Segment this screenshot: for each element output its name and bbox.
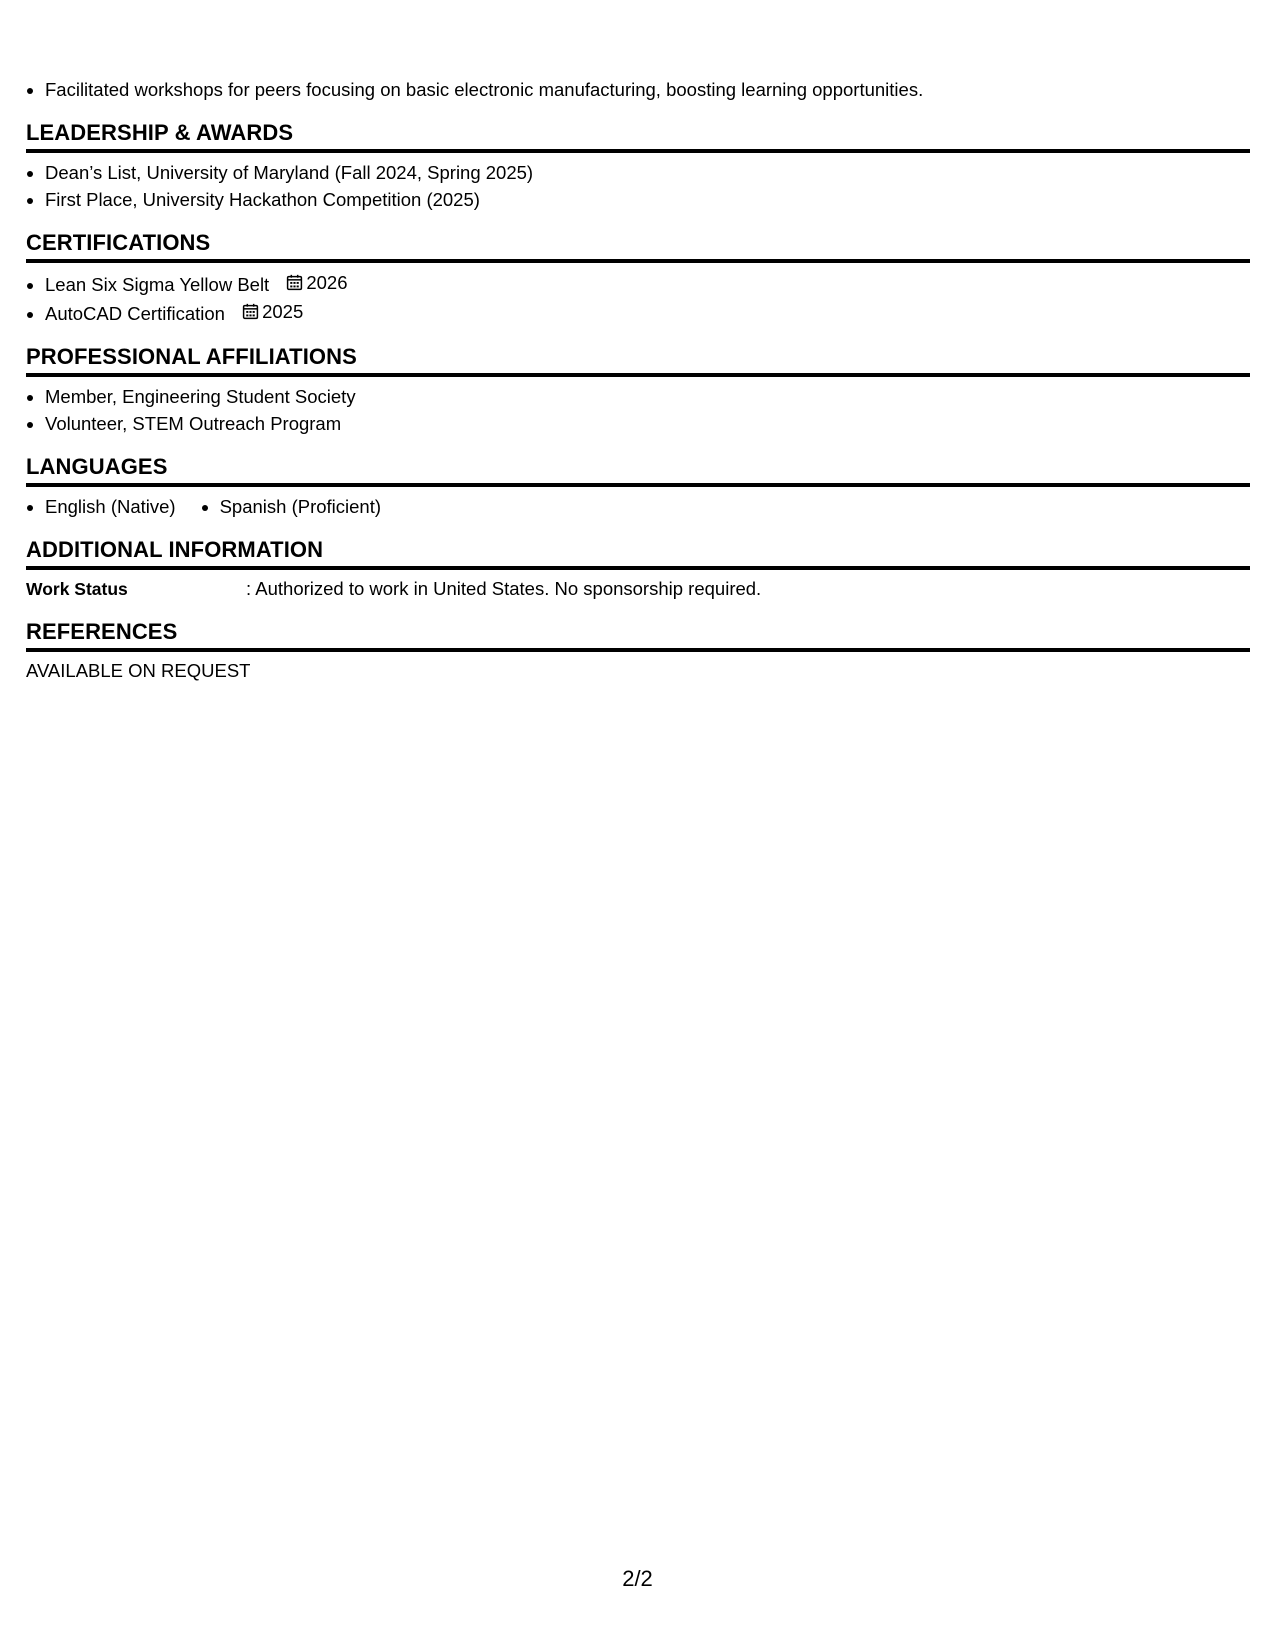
- references-text: AVAILABLE ON REQUEST: [26, 660, 251, 681]
- certification-year: 2025: [262, 301, 304, 322]
- affiliation-item: • Member, Engineering Student Society: [45, 383, 1250, 410]
- calendar-icon: [242, 303, 259, 320]
- experience-bullet: • Facilitated workshops for peers focusing on basic electronic manufacturing, boosting learning opportunities.: [45, 76, 1250, 103]
- certification-item: [45, 298, 1250, 327]
- language-item: • English (Native): [45, 493, 176, 520]
- experience-bullet-list: [26, 76, 1250, 103]
- language-item: • Spanish (Proficient): [220, 493, 381, 520]
- languages-list: [26, 493, 1250, 520]
- certifications-list: [26, 269, 1250, 327]
- resume-page: [26, 76, 1250, 684]
- section-title-certifications: CERTIFICATIONS: [26, 230, 1250, 263]
- section-title-references: REFERENCES: [26, 619, 1250, 652]
- certification-name: Lean Six Sigma Yellow Belt: [45, 274, 270, 295]
- certification-date: [242, 298, 303, 325]
- affiliations-list: [26, 383, 1250, 437]
- work-status-row: [26, 576, 1250, 602]
- section-title-affiliations: PROFESSIONAL AFFILIATIONS: [26, 344, 1250, 377]
- leadership-item: • First Place, University Hackathon Competition (2025): [45, 186, 1250, 213]
- certification-year: 2026: [306, 272, 348, 293]
- work-status-value: : Authorized to work in United States. No sponsorship required.: [246, 578, 762, 599]
- certification-item: [45, 269, 1250, 298]
- calendar-icon: [286, 274, 303, 291]
- languages-section: [26, 454, 1250, 520]
- work-status-label: Work Status: [26, 579, 128, 599]
- affiliation-item: • Volunteer, STEM Outreach Program: [45, 410, 1250, 437]
- page-number: 2/2: [622, 1566, 653, 1591]
- certification-name: AutoCAD Certification: [45, 303, 225, 324]
- leadership-item: • Dean’s List, University of Maryland (Fall 2024, Spring 2025): [45, 159, 1250, 186]
- additional-info-section: [26, 537, 1250, 602]
- references-section: [26, 619, 1250, 684]
- leadership-section: [26, 120, 1250, 213]
- certification-date: [286, 269, 347, 296]
- section-title-additional-info: ADDITIONAL INFORMATION: [26, 537, 1250, 570]
- affiliations-section: [26, 344, 1250, 437]
- section-title-leadership: LEADERSHIP & AWARDS: [26, 120, 1250, 153]
- certifications-section: [26, 230, 1250, 327]
- section-title-languages: LANGUAGES: [26, 454, 1250, 487]
- leadership-list: [26, 159, 1250, 213]
